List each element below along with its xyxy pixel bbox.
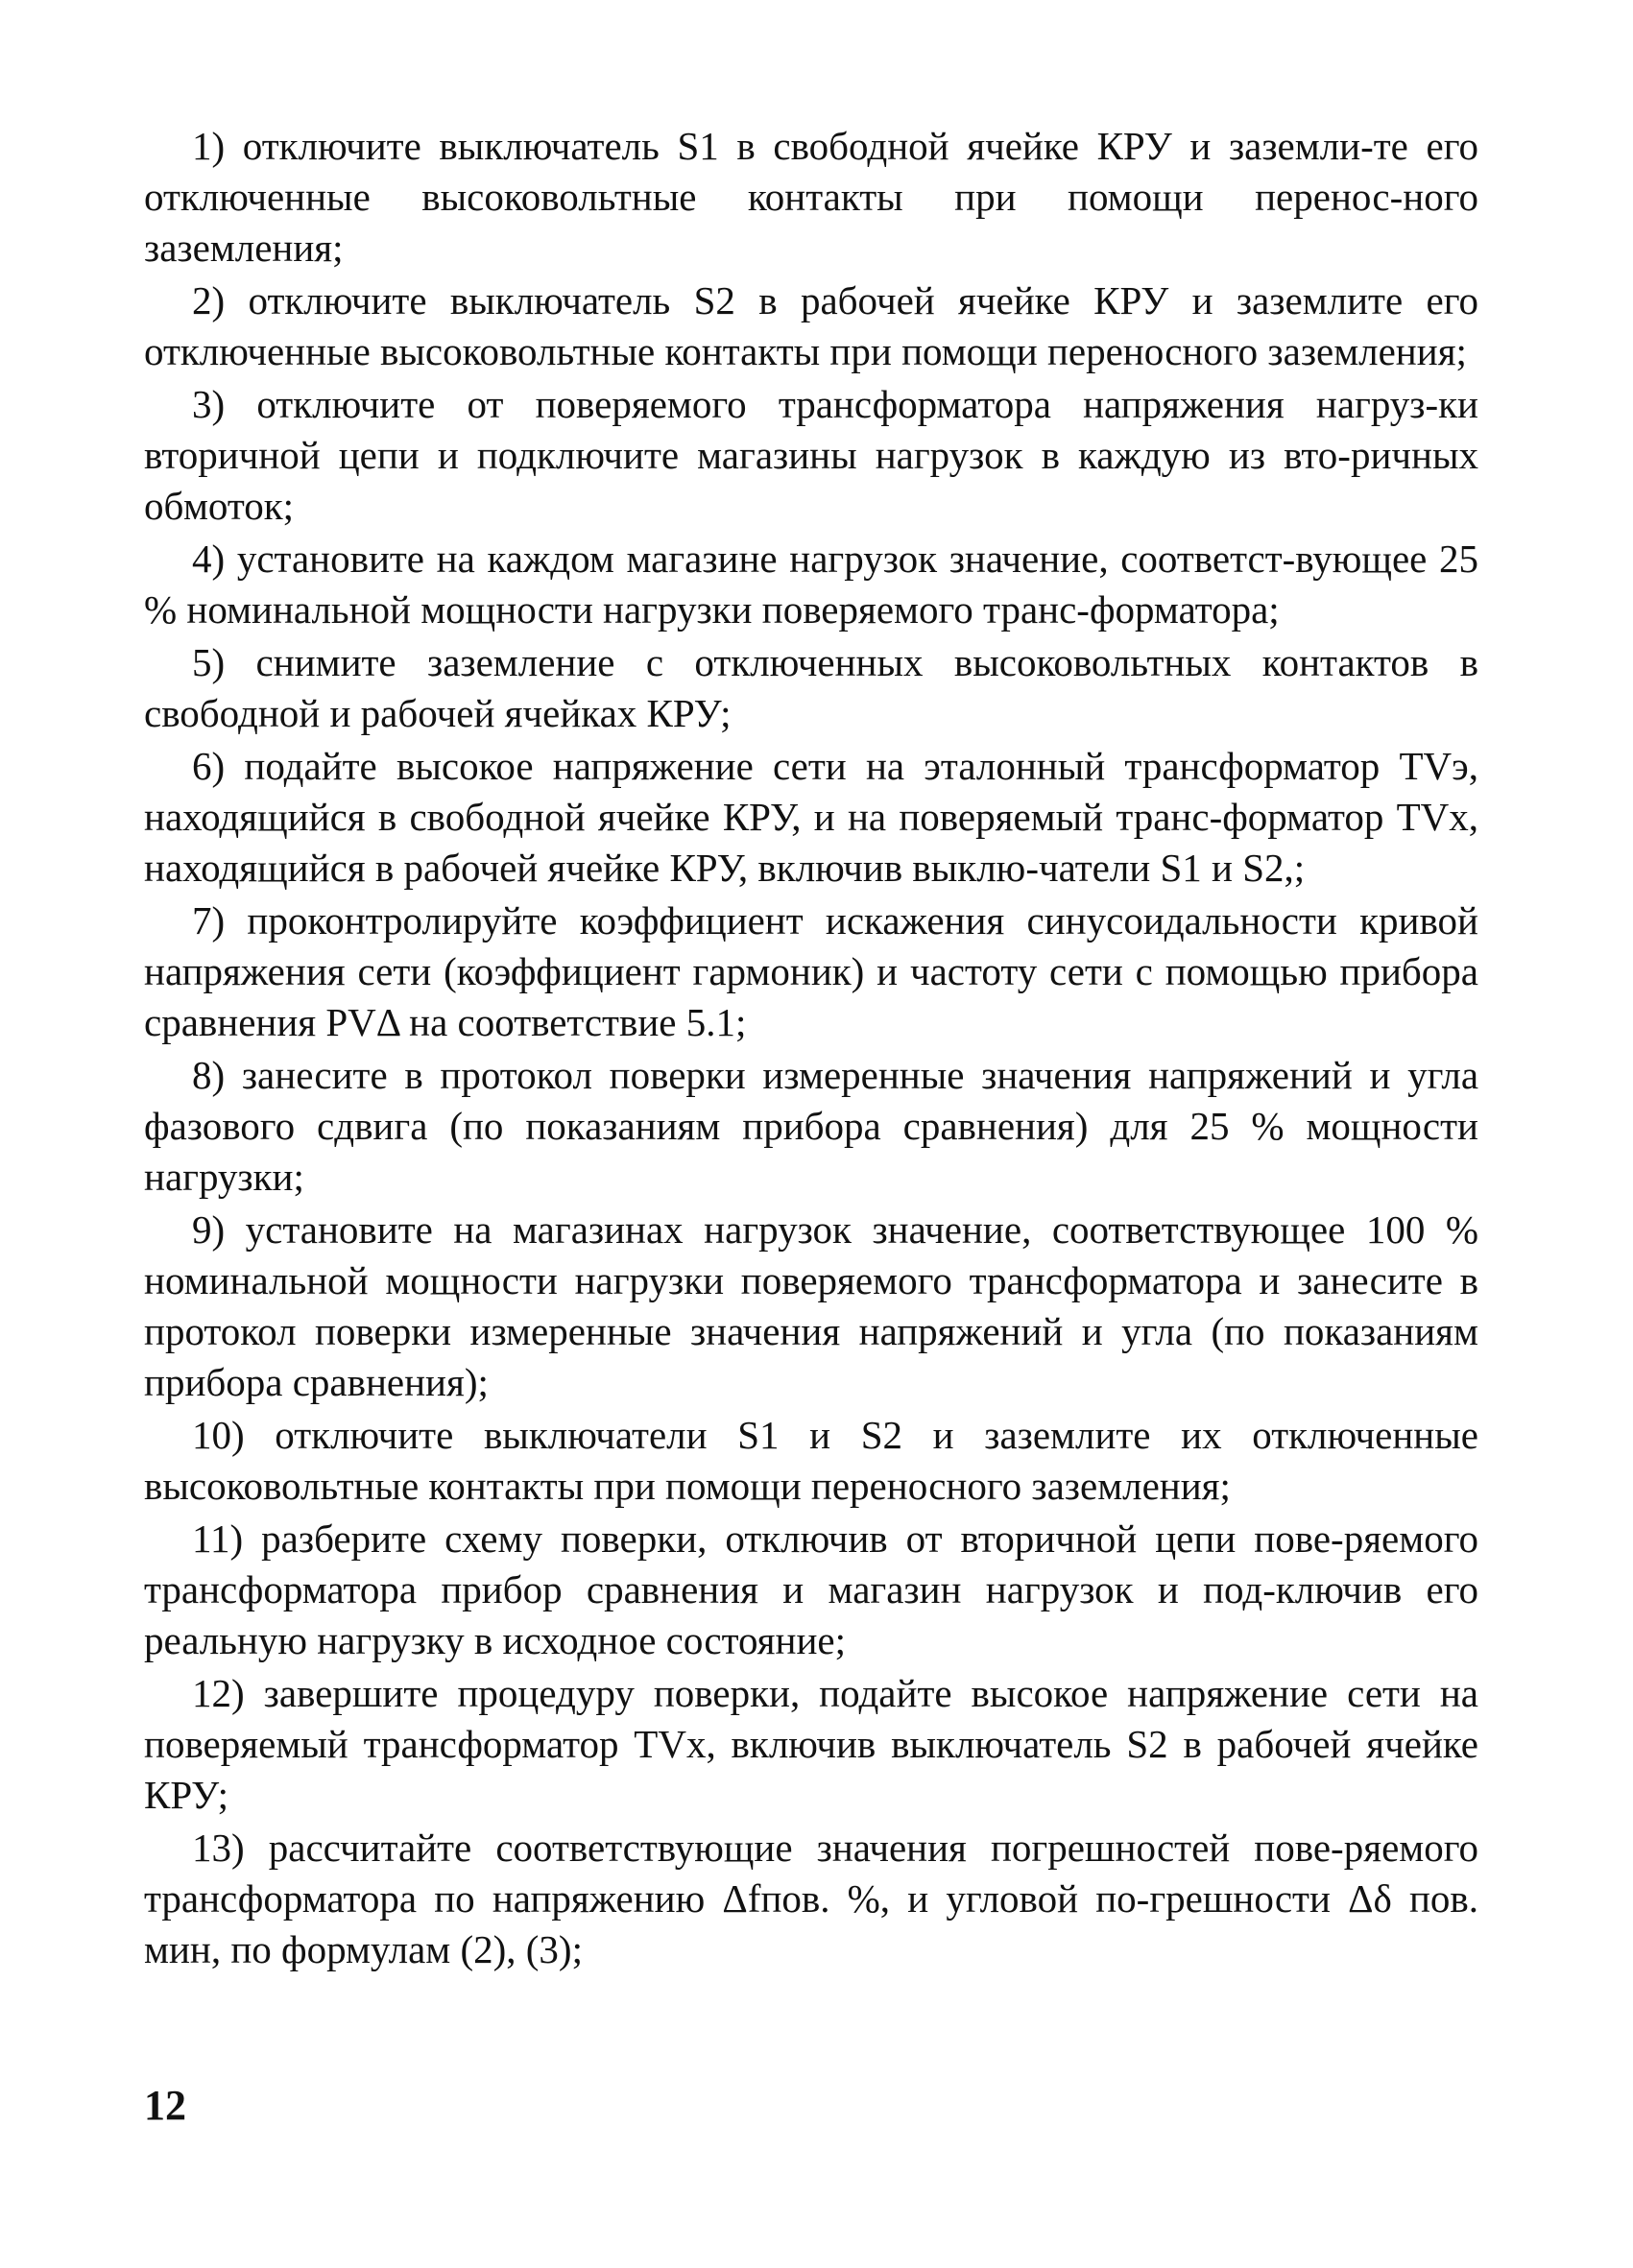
step-2 (144, 275, 1478, 377)
step-number: 12) (192, 1671, 245, 1715)
step-number: 8) (192, 1053, 226, 1097)
step-1 (144, 121, 1478, 274)
step-8 (144, 1050, 1478, 1203)
step-6 (144, 741, 1478, 894)
step-number: 4) (192, 537, 226, 581)
step-10 (144, 1410, 1478, 1512)
step-text: занесите в протокол поверки измеренные значения напряжений и угла фазового сдвига (по показаниям прибора сравнения) для 25 % мощности нагрузки; (144, 1053, 1479, 1199)
step-number: 10) (192, 1413, 245, 1457)
step-5 (144, 637, 1478, 739)
step-number: 3) (192, 382, 226, 426)
step-7 (144, 895, 1478, 1048)
step-number: 7) (192, 898, 226, 943)
step-12 (144, 1668, 1478, 1821)
step-number: 6) (192, 744, 226, 788)
step-text: установите на каждом магазине нагрузок значение, соответст-вующее 25 % номинальной мощности нагрузки поверяемого транс-форматора; (144, 537, 1479, 632)
document-page (144, 121, 1478, 1977)
step-number: 2) (192, 278, 226, 322)
step-text: подайте высокое напряжение сети на эталонный трансформатор TVэ, находящийся в свободной ячейке КРУ, и на поверяемый транс-форматор TVx, находящийся в рабочей ячейке КРУ, включив выклю-чатели S1 и S2,; (144, 744, 1479, 890)
step-text: отключите выключатель S1 в свободной ячейке КРУ и заземли-те его отключенные высоковольтные контакты при помощи перенос-ного заземления; (144, 124, 1479, 270)
step-number: 13) (192, 1826, 245, 1870)
step-text: рассчитайте соответствующие значения погрешностей пове-ряемого трансформатора по напряжению Δfпов. %, и угловой по-грешности Δδ пов. мин, по формулам (2), (3); (144, 1826, 1479, 1971)
step-9 (144, 1205, 1478, 1408)
step-3 (144, 379, 1478, 532)
step-13 (144, 1823, 1478, 1975)
page-number: 12 (144, 2082, 186, 2129)
step-text: проконтролируйте коэффициент искажения синусоидальности кривой напряжения сети (коэффициент гармоник) и частоту сети с помощью прибора сравнения PVΔ на соответствие 5.1; (144, 898, 1478, 1044)
step-11 (144, 1514, 1478, 1666)
step-text: установите на магазинах нагрузок значение, соответствующее 100 % номинальной мощности нагрузки поверяемого трансформатора и занесите в протокол поверки измеренные значения напряжений и угла (по показаниям прибора сравнения); (144, 1207, 1478, 1404)
step-text: отключите от поверяемого трансформатора напряжения нагруз-ки вторичной цепи и подключите магазины нагрузок в каждую из вто-ричных обмоток; (144, 382, 1479, 528)
step-number: 1) (192, 124, 226, 168)
step-4 (144, 534, 1478, 635)
step-text: снимите заземление с отключенных высоковольтных контактов в свободной и рабочей ячейках КРУ; (144, 640, 1478, 735)
step-text: отключите выключатель S2 в рабочей ячейке КРУ и заземлите его отключенные высоковольтные контакты при помощи переносного заземления; (144, 278, 1479, 373)
step-number: 11) (192, 1516, 244, 1561)
step-text: разберите схему поверки, отключив от вторичной цепи пове-ряемого трансформатора прибор сравнения и магазин нагрузок и под-ключив его реальную нагрузку в исходное состояние; (144, 1516, 1478, 1662)
step-text: завершите процедуру поверки, подайте высокое напряжение сети на поверяемый трансформатор TVx, включив выключатель S2 в рабочей ячейке КРУ; (144, 1671, 1478, 1817)
step-number: 5) (192, 640, 226, 684)
step-number: 9) (192, 1207, 226, 1252)
step-text: отключите выключатели S1 и S2 и заземлите их отключенные высоковольтные контакты при помощи переносного заземления; (144, 1413, 1478, 1508)
